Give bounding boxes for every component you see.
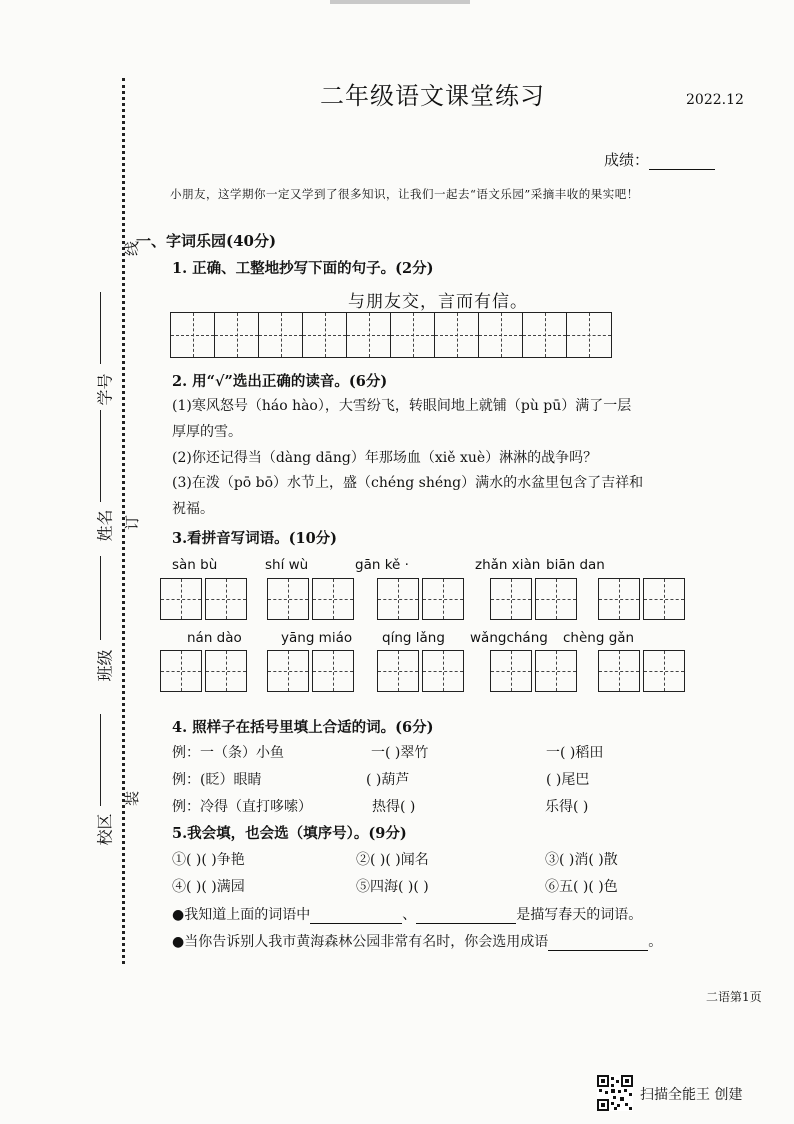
binding-mark-zhuang: 装 [123, 790, 142, 807]
pinyin-label: nán dào [187, 630, 242, 646]
qr-code-icon [597, 1075, 633, 1111]
writing-cell[interactable] [479, 313, 523, 357]
q5-bullet-idiom [172, 931, 662, 951]
answer-box[interactable] [643, 578, 685, 620]
pinyin-label: qíng lǎng [382, 630, 445, 646]
writing-cell[interactable] [303, 313, 347, 357]
answer-blank[interactable] [416, 909, 516, 924]
q4-item[interactable]: 一( )翠竹 [371, 745, 429, 761]
answer-blank[interactable] [548, 936, 648, 951]
answer-box[interactable] [598, 650, 640, 692]
binding-mark-xian: 线 [123, 240, 142, 257]
bullet-end: 。 [648, 934, 663, 950]
answer-box-pair[interactable] [598, 578, 688, 620]
writing-cell[interactable] [391, 313, 435, 357]
pinyin-label: chèng gǎn [563, 630, 635, 646]
campus-blank[interactable] [100, 714, 102, 806]
q4-item[interactable]: 一( )稻田 [546, 745, 604, 761]
answer-box[interactable] [267, 578, 309, 620]
q2-line: (1)寒风怒号（háo hào），大雪纷飞，转眼间地上就铺（pù pū）满了一层 [172, 398, 632, 414]
answer-box[interactable] [535, 578, 577, 620]
intro-text: 小朋友，这学期你一定又学到了很多知识，让我们一起去“语文乐园”采摘丰收的果实吧！ [170, 187, 639, 201]
student-id-label: 学号 [95, 373, 115, 406]
q5-item[interactable]: ②( )( )闻名 [356, 852, 429, 868]
answer-box[interactable] [422, 650, 464, 692]
pinyin-label: wǎngcháng [470, 630, 548, 646]
page-title: 二年级语文课堂练习 [320, 82, 545, 110]
binding-mark-ding: 订 [123, 514, 142, 531]
answer-box[interactable] [490, 578, 532, 620]
bullet-text: ●我知道上面的词语中 [172, 907, 311, 923]
pinyin-label: gān kě · [355, 557, 409, 573]
q4-example: 例：一（条）小鱼 [172, 745, 284, 761]
writing-cell[interactable] [347, 313, 391, 357]
writing-cell[interactable] [435, 313, 479, 357]
scanner-watermark: 扫描全能王 创建 [640, 1087, 743, 1103]
q5-item[interactable]: ③( )消( )散 [545, 852, 618, 868]
answer-box[interactable] [535, 650, 577, 692]
answer-box-pair[interactable] [160, 650, 250, 692]
answer-box-pair[interactable] [377, 578, 467, 620]
q5-item[interactable]: ⑤四海( )( ) [356, 879, 429, 895]
section1-title: 一、字词乐园(40分) [136, 232, 277, 250]
score-blank[interactable] [649, 155, 715, 170]
pinyin-label: biān dan [546, 557, 605, 573]
q5-title: 5.我会填，也会选（填序号）。(9分) [172, 825, 407, 842]
answer-box[interactable] [377, 650, 419, 692]
q1-sentence: 与朋友交，言而有信。 [348, 292, 528, 312]
answer-box[interactable] [160, 650, 202, 692]
scan-edge-mark [330, 0, 470, 4]
bullet-text: 是描写春天的词语。 [516, 907, 643, 923]
exam-date: 2022.12 [686, 92, 744, 108]
answer-box-pair[interactable] [598, 650, 688, 692]
q4-item[interactable]: ( )葫芦 [366, 772, 410, 788]
q2-line: 祝福。 [172, 501, 214, 517]
q2-line: 厚厚的雪。 [172, 424, 242, 440]
q2-line: (3)在泼（pō bō）水节上，盛（chéng shéng）满水的水盆里包含了吉祥和 [172, 475, 644, 491]
q4-title: 4. 照样子在括号里填上合适的词。(6分) [172, 719, 434, 736]
bullet-text: ●当你告诉别人我市黄海森林公园非常有名时，你会选用成语 [172, 934, 549, 950]
q4-example: 例：(眨）眼睛 [172, 772, 262, 788]
q1-writing-grid[interactable] [170, 312, 612, 358]
campus-label: 校区 [95, 813, 115, 846]
separator: 、 [402, 907, 417, 923]
writing-cell[interactable] [215, 313, 259, 357]
answer-box[interactable] [643, 650, 685, 692]
answer-box-pair[interactable] [490, 578, 580, 620]
answer-box-pair[interactable] [267, 650, 357, 692]
answer-blank[interactable] [310, 909, 402, 924]
q4-example: 例：冷得（直打哆嗦） [172, 799, 312, 815]
name-label: 姓名 [95, 509, 115, 542]
pinyin-label: zhǎn xiàn [475, 557, 541, 573]
answer-box[interactable] [422, 578, 464, 620]
writing-cell[interactable] [259, 313, 303, 357]
q2-title: 2. 用“√”选出正确的读音。(6分) [172, 373, 388, 390]
name-blank[interactable] [100, 410, 102, 502]
answer-box-pair[interactable] [160, 578, 250, 620]
student-id-blank[interactable] [100, 292, 102, 364]
q5-item[interactable]: ①( )( )争艳 [172, 852, 245, 868]
answer-box[interactable] [377, 578, 419, 620]
answer-box[interactable] [267, 650, 309, 692]
page-number: 二语第1页 [706, 990, 762, 1004]
pinyin-label: shí wù [265, 557, 309, 573]
answer-box[interactable] [312, 578, 354, 620]
answer-box-pair[interactable] [377, 650, 467, 692]
q5-item[interactable]: ④( )( )满园 [172, 879, 245, 895]
q2-line: (2)你还记得当（dàng dāng）年那场血（xiě xuè）淋淋的战争吗？ [172, 450, 598, 466]
q3-title: 3.看拼音写词语。(10分) [172, 530, 338, 547]
q4-item[interactable]: 热得( ) [372, 799, 416, 815]
writing-cell[interactable] [523, 313, 567, 357]
writing-cell[interactable] [171, 313, 215, 357]
class-label: 班级 [95, 649, 115, 682]
q4-item[interactable]: 乐得( ) [545, 799, 589, 815]
answer-box[interactable] [598, 578, 640, 620]
pinyin-label: sàn bù [172, 557, 218, 573]
q4-item[interactable]: ( )尾巴 [546, 772, 590, 788]
answer-box[interactable] [312, 650, 354, 692]
class-blank[interactable] [100, 556, 102, 640]
q5-item[interactable]: ⑥五( )( )色 [545, 879, 618, 895]
answer-box-pair[interactable] [267, 578, 357, 620]
answer-box[interactable] [160, 578, 202, 620]
answer-box[interactable] [490, 650, 532, 692]
q5-bullet-spring [172, 904, 642, 924]
q1-title: 1. 正确、工整地抄写下面的句子。(2分) [172, 260, 434, 277]
score-label: 成绩： [604, 151, 650, 169]
answer-box-pair[interactable] [490, 650, 580, 692]
writing-cell[interactable] [567, 313, 611, 357]
pinyin-label: yāng miáo [281, 630, 353, 646]
answer-box[interactable] [205, 578, 247, 620]
answer-box[interactable] [205, 650, 247, 692]
score-field [604, 149, 715, 170]
